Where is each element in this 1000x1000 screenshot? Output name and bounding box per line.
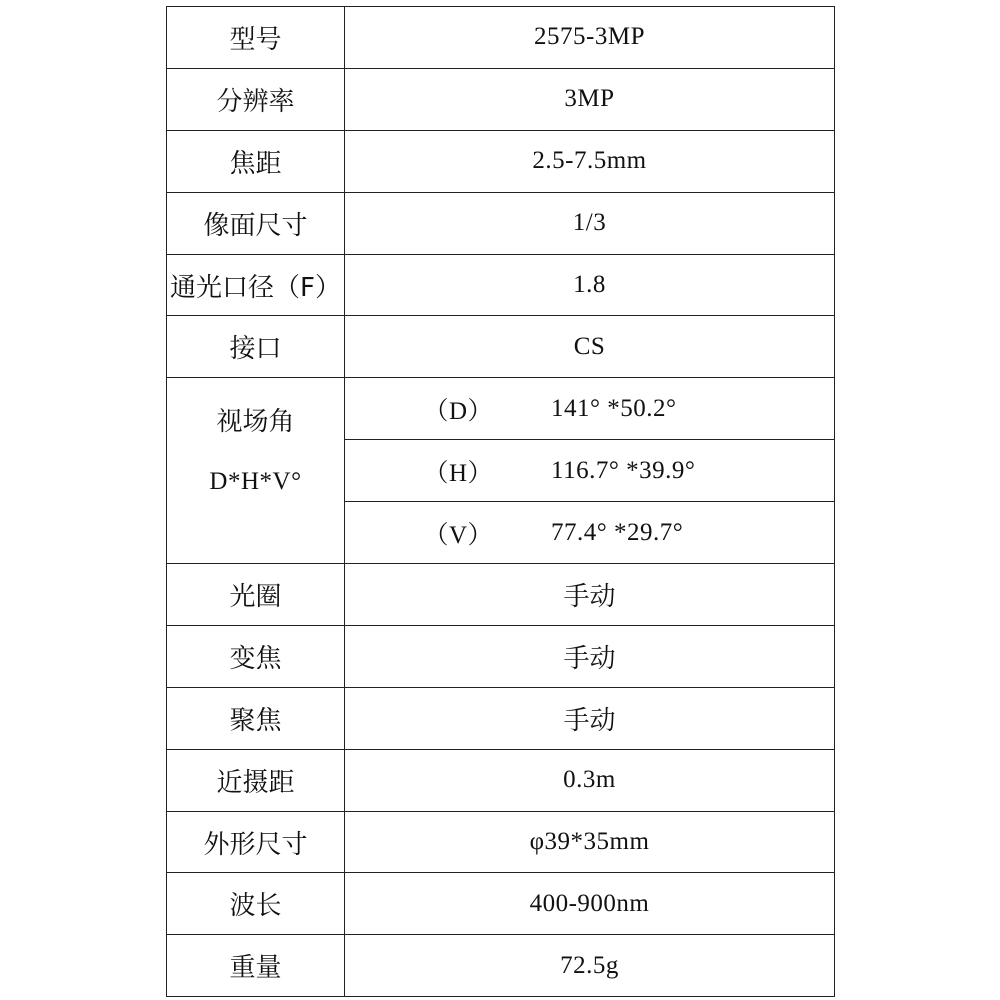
table-row — [167, 192, 835, 254]
row-label-resolution: 分辨率 — [167, 68, 345, 130]
row-label-aperture: 通光口径（F） — [167, 254, 345, 316]
fov-entry-diagonal — [345, 378, 835, 440]
fov-entry-horizontal — [345, 440, 835, 502]
fov-key: （D） — [423, 397, 493, 425]
row-label-dimensions: 外形尺寸 — [167, 811, 345, 873]
fov-value: 116.7° *39.9° — [551, 456, 696, 484]
row-label-focus: 聚焦 — [167, 687, 345, 749]
fov-key: （H） — [423, 459, 493, 487]
row-value-wavelength: 400-900nm — [345, 873, 835, 935]
row-value-sensor-size: 1/3 — [345, 192, 835, 254]
table-row — [167, 130, 835, 192]
table-row — [167, 873, 835, 935]
row-value-min-object-distance: 0.3m — [345, 749, 835, 811]
row-label-sensor-size: 像面尺寸 — [167, 192, 345, 254]
row-label-zoom: 变焦 — [167, 625, 345, 687]
row-value-iris: 手动 — [345, 564, 835, 626]
table-row — [167, 564, 835, 626]
row-label-model: 型号 — [167, 7, 345, 69]
row-label-min-object-distance: 近摄距 — [167, 749, 345, 811]
table-row — [167, 316, 835, 378]
row-value-dimensions: φ39*35mm — [345, 811, 835, 873]
fov-value: 77.4° *29.7° — [551, 518, 684, 546]
row-value-mount: CS — [345, 316, 835, 378]
row-value-zoom: 手动 — [345, 625, 835, 687]
row-value-focus: 手动 — [345, 687, 835, 749]
table-row — [167, 811, 835, 873]
row-label-weight: 重量 — [167, 935, 345, 997]
fov-label-line2: D*H*V° — [209, 468, 302, 496]
table-row — [167, 68, 835, 130]
table-row — [167, 254, 835, 316]
row-label-wavelength: 波长 — [167, 873, 345, 935]
row-label-mount: 接口 — [167, 316, 345, 378]
spec-table — [166, 6, 835, 997]
table-row — [167, 935, 835, 997]
table-row — [167, 378, 835, 440]
fov-label-line1: 视场角 — [216, 407, 295, 438]
fov-value: 141° *50.2° — [551, 394, 677, 422]
table-row — [167, 7, 835, 69]
row-value-aperture: 1.8 — [345, 254, 835, 316]
row-value-resolution: 3MP — [345, 68, 835, 130]
table-row — [167, 625, 835, 687]
row-value-focal-length: 2.5-7.5mm — [345, 130, 835, 192]
row-label-focal-length: 焦距 — [167, 130, 345, 192]
fov-entry-vertical — [345, 502, 835, 564]
row-label-iris: 光圈 — [167, 564, 345, 626]
table-row — [167, 749, 835, 811]
row-value-model: 2575-3MP — [345, 7, 835, 69]
fov-key: （V） — [423, 521, 493, 549]
row-label-field-of-view — [167, 378, 345, 564]
table-row — [167, 687, 835, 749]
row-value-weight: 72.5g — [345, 935, 835, 997]
